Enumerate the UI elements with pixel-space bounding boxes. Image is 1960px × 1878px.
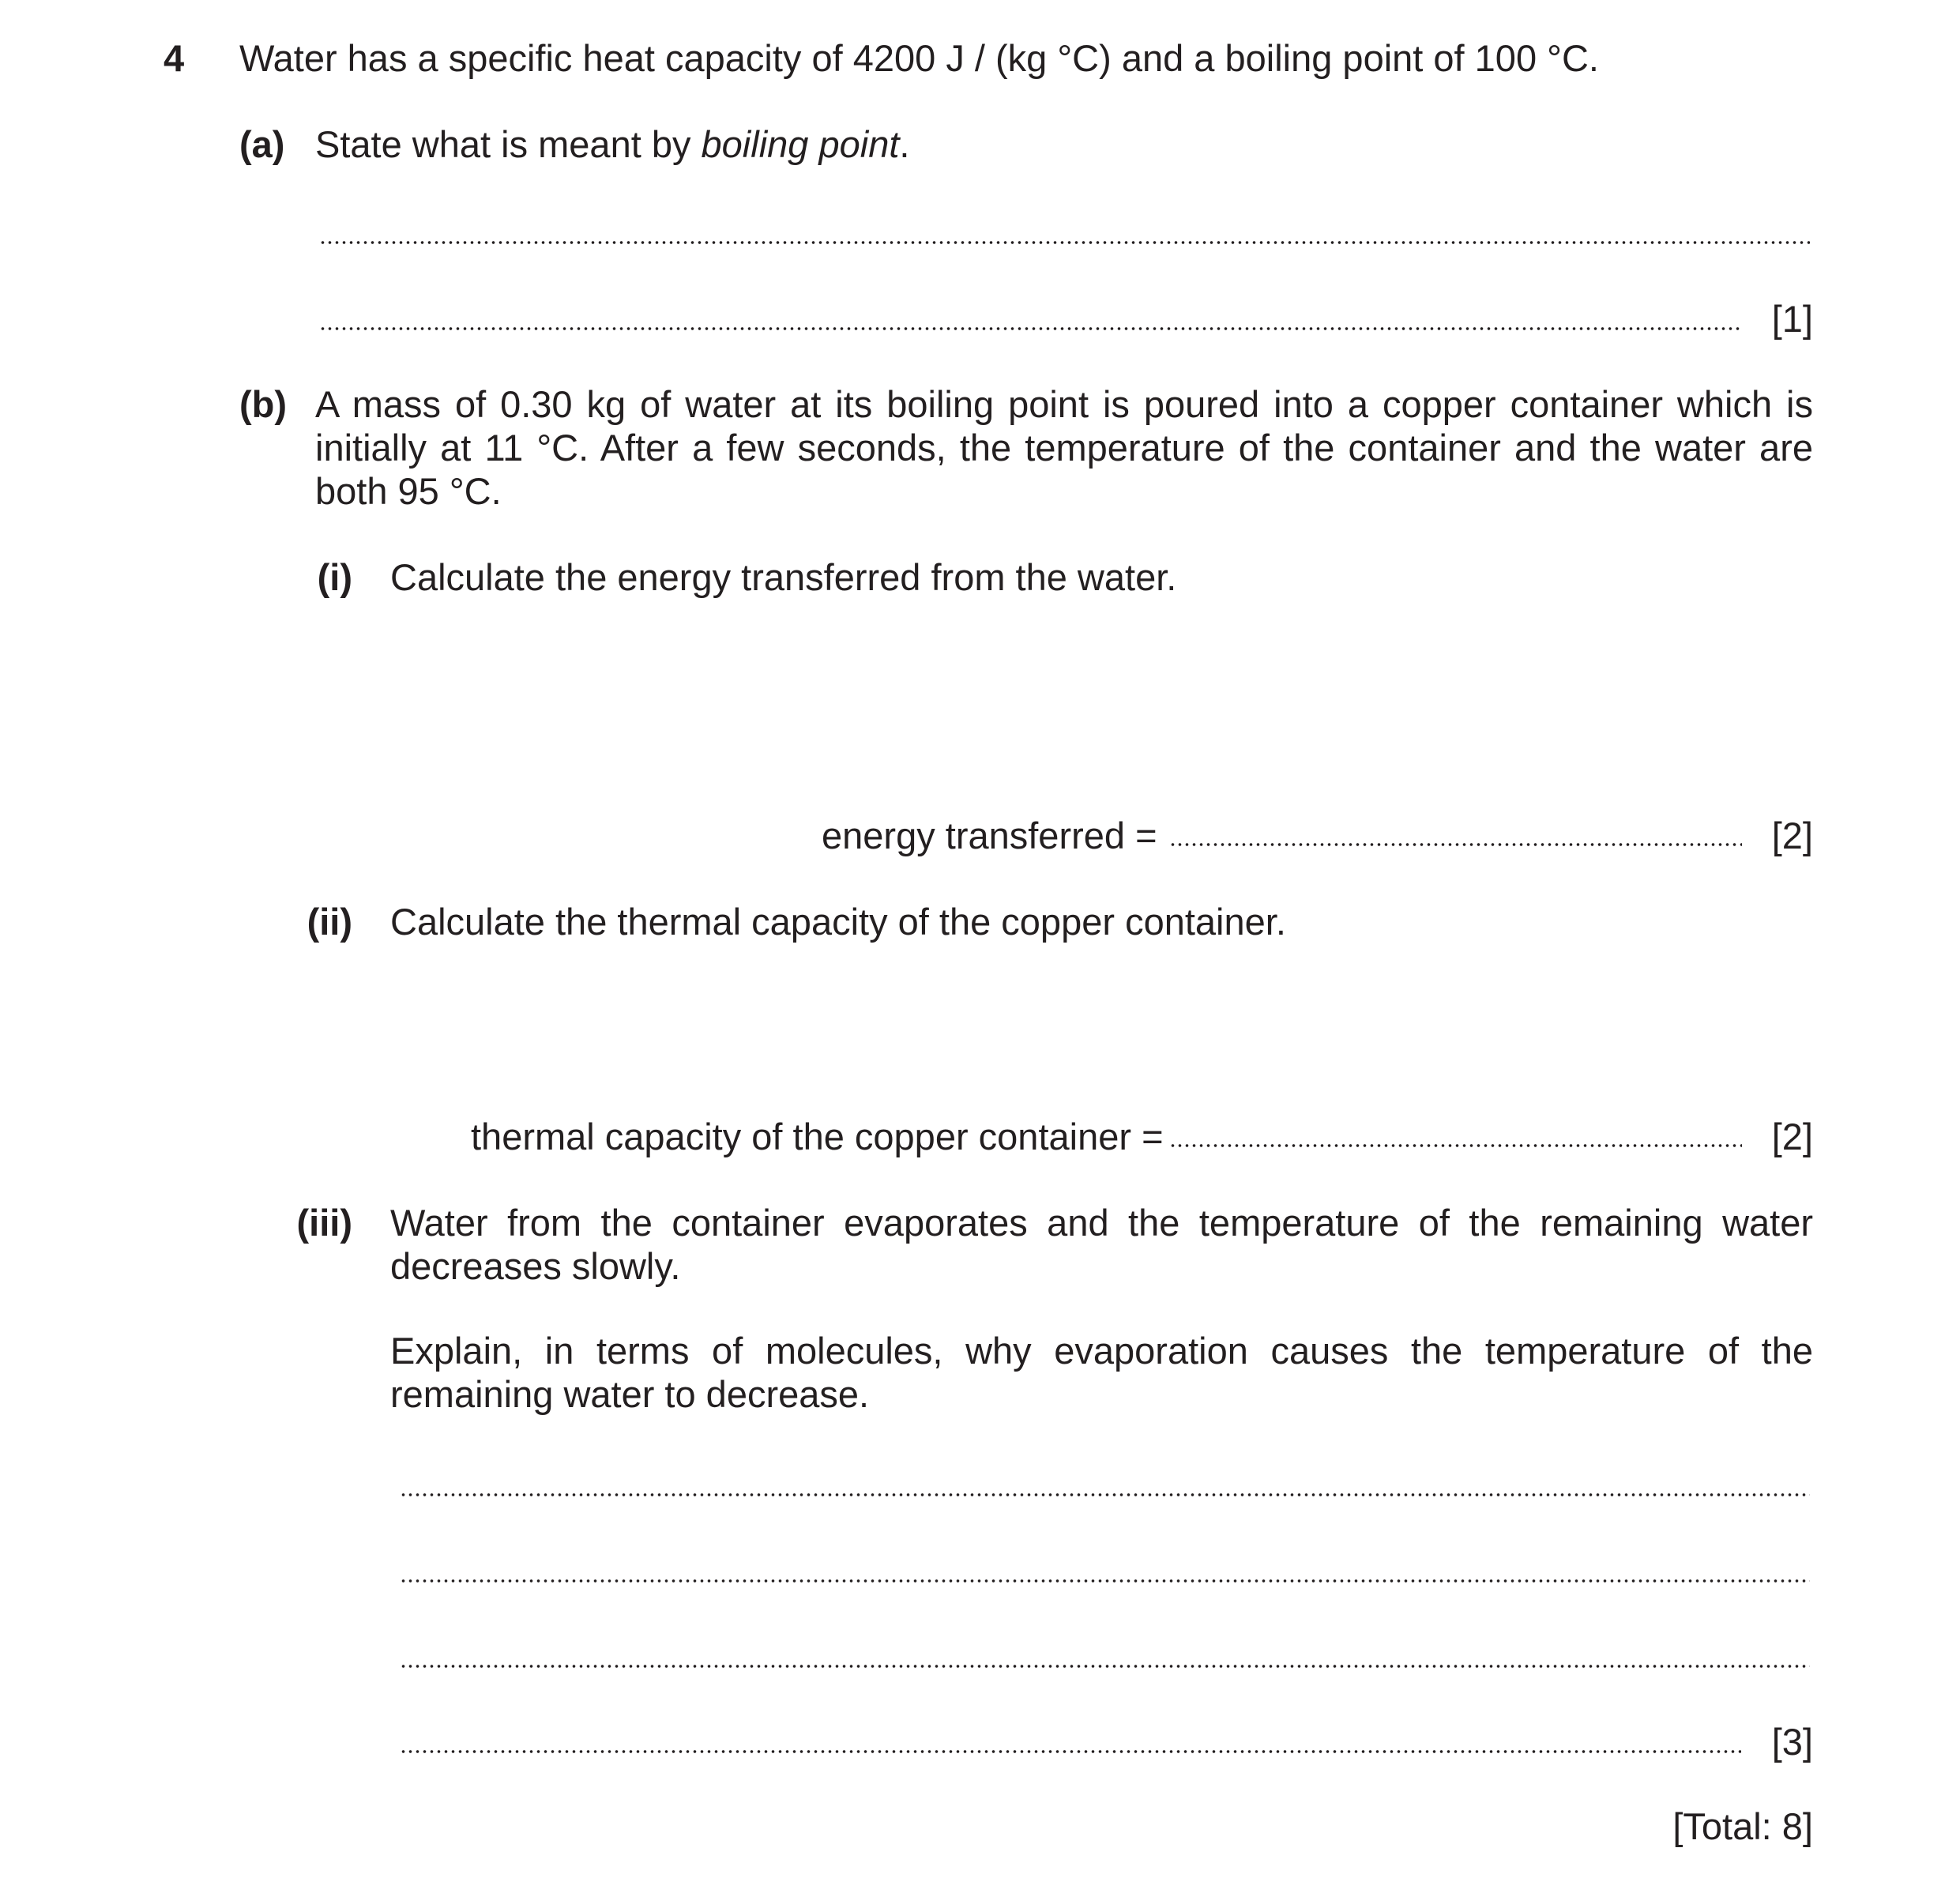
part-b-label: (b) [239, 383, 288, 425]
question-number: 4 [164, 37, 185, 79]
total-marks: [Total: 8] [1672, 1805, 1813, 1847]
part-b-iii-text-1: Water from the container evaporates and the temperature of the remaining water decreases slowly. [390, 1202, 1813, 1287]
part-a-mark: [1] [1771, 298, 1813, 340]
part-b-ii-text: Calculate the thermal capacity of the copper container. [390, 901, 1286, 943]
part-b-ii-mark: [2] [1771, 1116, 1813, 1157]
question-stem: Water has a specific heat capacity of 4200 J / (kg °C) and a boiling point of 100 °C. [239, 37, 1599, 79]
part-b-i-text: Calculate the energy transferred from the water. [390, 556, 1177, 598]
thermal-capacity-answer-line[interactable] [1169, 1143, 1742, 1148]
part-b-iii-answer-line-1[interactable] [400, 1492, 1810, 1497]
part-a-period: . [899, 123, 910, 165]
part-a-answer-line-2[interactable] [319, 326, 1741, 331]
part-a-question [315, 122, 909, 166]
part-b-iii-answer-line-4[interactable] [400, 1749, 1741, 1754]
part-a-text: State what is meant by [315, 123, 702, 165]
part-b-iii-label: (iii) [296, 1202, 352, 1244]
part-a-label: (a) [239, 123, 285, 165]
thermal-capacity-answer-label: thermal capacity of the copper container = [471, 1116, 1164, 1157]
part-b-iii-text-2: Explain, in terms of molecules, why evaporation causes the temperature of the remaining water to decrease. [390, 1330, 1813, 1415]
part-b-i-mark: [2] [1771, 815, 1813, 856]
part-a-answer-line-1[interactable] [319, 240, 1810, 245]
part-b-iii-mark: [3] [1771, 1721, 1813, 1763]
part-b-iii-answer-line-2[interactable] [400, 1579, 1810, 1583]
part-b-ii-label: (ii) [307, 901, 352, 943]
energy-answer-line[interactable] [1169, 842, 1742, 847]
energy-answer-label: energy transferred = [822, 815, 1157, 856]
part-b-text: A mass of 0.30 kg of water at its boiling point is poured into a copper container which is initially at 11 °C. After a few seconds, the temperature of the container and the water are both 95 °C. [315, 383, 1813, 512]
part-b-i-label: (i) [317, 556, 352, 598]
part-a-term: boiling point [701, 123, 900, 165]
part-b-iii-answer-line-3[interactable] [400, 1664, 1810, 1669]
